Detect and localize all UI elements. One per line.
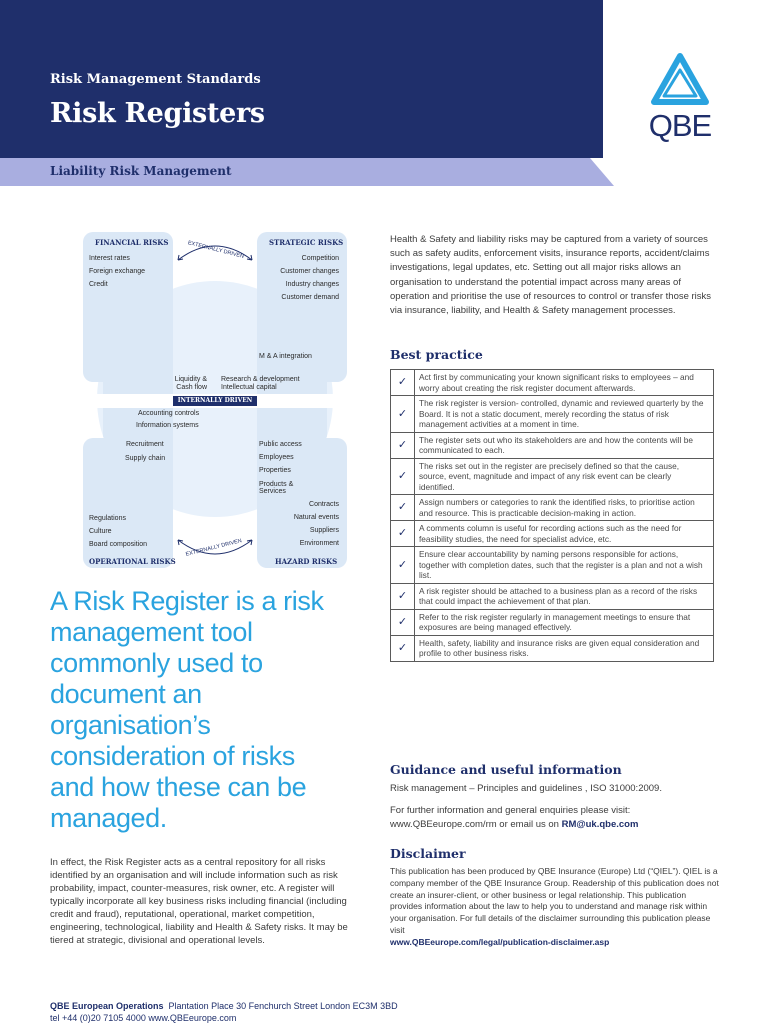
disclaimer-link[interactable]: www.QBEeurope.com/legal/publication-disclaimer.asp — [390, 936, 610, 947]
hazard-inner-item: Services — [259, 488, 286, 495]
best-practice-table — [390, 369, 714, 662]
hazard-inner-item: Products & — [259, 481, 294, 488]
strategic-risks-heading: STRATEGIC RISKS — [269, 238, 344, 247]
financial-item: Credit — [89, 281, 108, 288]
hazard-inner-item: Employees — [259, 454, 294, 461]
hazard-outer-item: Contracts — [309, 501, 339, 508]
check-icon: ✓ — [391, 609, 415, 635]
hazard-inner-item: Public access — [259, 441, 302, 448]
operational-item: Regulations — [89, 515, 126, 522]
strategic-item: Customer demand — [281, 294, 339, 301]
footer — [50, 1000, 398, 1024]
risk-diagram — [83, 228, 347, 570]
research-label: Research & development — [221, 376, 300, 383]
hazard-outer-item: Environment — [299, 540, 339, 547]
best-practice-text: Health, safety, liability and insurance risks are given equal consideration and profile to other business risks. — [415, 635, 714, 661]
pull-quote: A Risk Register is a risk management tool commonly used to document an organisation’s consideration of risks and how these can be managed. — [50, 586, 324, 833]
best-practice-row — [391, 396, 714, 433]
hazard-inner-item: Properties — [259, 467, 291, 474]
best-practice-row — [391, 432, 714, 458]
footer-line-1 — [50, 1000, 398, 1012]
ma-integration-label: M & A integration — [259, 353, 312, 360]
best-practice-row — [391, 609, 714, 635]
operational-item: Culture — [89, 528, 112, 535]
operational-item: Board composition — [89, 541, 147, 548]
externally-driven-bottom: EXTERNALLY DRIVEN — [185, 538, 243, 558]
check-icon: ✓ — [391, 370, 415, 396]
check-icon: ✓ — [391, 396, 415, 433]
guidance-link[interactable]: www.QBEeurope.com/rm or email us on — [390, 819, 562, 830]
header-subtitle: Risk Management Standards — [50, 72, 261, 87]
guidance-text — [390, 782, 720, 832]
best-practice-row — [391, 370, 714, 396]
best-practice-text: The risks set out in the register are precisely defined so that the cause, source, event, magnitude and impact of any risk event can be clearly identified. — [415, 458, 714, 495]
hazard-outer-item: Natural events — [293, 514, 339, 521]
best-practice-row — [391, 635, 714, 661]
qbe-logo-text: QBE — [648, 108, 712, 143]
internally-driven-label: INTERNALLY DRIVEN — [173, 396, 257, 406]
best-practice-text: Assign numbers or categories to rank the identified risks, to prioritise action and resource. This is practicable decision-making in action. — [415, 495, 714, 521]
intro-paragraph: In effect, the Risk Register acts as a central repository for all risks identified by an organisation and will include information such as risk probability, impact, counter-measures, risk owner, etc. A register will typically incorporate all key business risks including financial (including credit and fraud), reputational, operational, market competition, engineering, technological, liability and Health & Safety risks. It may be tiered at strategic, divisional and operational levels. — [50, 857, 348, 946]
externally-driven-top: EXTERNALLY DRIVEN — [187, 240, 245, 260]
best-practice-row — [391, 547, 714, 584]
footer-org: QBE European Operations — [50, 1001, 164, 1011]
best-practice-text: The risk register is version- controlled, dynamic and reviewed quarterly by the Board. It is not a static document, merely recording the status of risk management activities at a moment in time. — [415, 396, 714, 433]
guidance-line-2: For further information and general enquiries please visit: — [390, 805, 631, 816]
accounting-label: Accounting controls — [138, 410, 200, 417]
guidance-line-3 — [390, 818, 720, 832]
best-practice-text: Ensure clear accountability by naming persons responsible for actions, together with completion dates, such that the register is a plan and not a wish list. — [415, 547, 714, 584]
financial-item: Foreign exchange — [89, 268, 146, 275]
best-practice-row — [391, 458, 714, 495]
footer-contact: tel +44 (0)20 7105 4000 www.QBEeurope.com — [50, 1013, 237, 1023]
intellectual-label: Intellectual capital — [221, 384, 277, 391]
check-icon: ✓ — [391, 521, 415, 547]
check-icon: ✓ — [391, 432, 415, 458]
liquidity-label: Liquidity & — [174, 376, 207, 383]
operational-risks-heading: OPERATIONAL RISKS — [89, 557, 176, 566]
best-practice-text: Act first by communicating your known significant risks to employees – and worry about creating the risk register document afterwards. — [415, 370, 714, 396]
check-icon: ✓ — [391, 583, 415, 609]
strategic-item: Customer changes — [280, 268, 339, 275]
recruitment-label: Recruitment — [126, 441, 164, 448]
strategic-item: Competition — [301, 255, 339, 262]
check-icon: ✓ — [391, 547, 415, 584]
disclaimer-text — [390, 866, 720, 949]
financial-risks-heading: FINANCIAL RISKS — [95, 238, 169, 247]
best-practice-text: The register sets out who its stakeholders are and how the contents will be communicated to each. — [415, 432, 714, 458]
strategic-item: Industry changes — [285, 281, 339, 288]
best-practice-text: A comments column is useful for recording actions such as the need for feasibility studies, the need for specialist advice, etc. — [415, 521, 714, 547]
best-practice-row — [391, 495, 714, 521]
check-icon: ✓ — [391, 458, 415, 495]
guidance-line-1: Risk management – Principles and guidelines , ISO 31000:2009. — [390, 783, 662, 794]
best-practice-row — [391, 583, 714, 609]
best-practice-text: A risk register should be attached to a business plan as a record of the risks that could impact the achievement of that plan. — [415, 583, 714, 609]
right-intro-paragraph: Health & Safety and liability risks may be captured from a variety of sources such as safety audits, enforcement visits, insurance reports, accident/claims investigations, legal updates, etc. Setting out all major risks allows an organisation to understand the potential impact across many areas of operation and prioritise the use of resources to control or transfer those risks via insurance, liability, and Health & Safety management processes. — [390, 234, 712, 317]
page-title: Risk Registers — [50, 98, 265, 129]
infosys-label: Information systems — [136, 422, 199, 429]
hazard-outer-item: Suppliers — [309, 527, 339, 534]
best-practice-text: Refer to the risk register regularly in management meetings to ensure that exposures are being managed effectively. — [415, 609, 714, 635]
hazard-risks-heading: HAZARD RISKS — [275, 557, 338, 566]
footer-address: Plantation Place 30 Fenchurch Street London EC3M 3BD — [168, 1001, 398, 1011]
supply-chain-label: Supply chain — [125, 455, 166, 462]
subheader-title: Liability Risk Management — [50, 164, 232, 178]
disclaimer-heading: Disclaimer — [390, 846, 466, 861]
email-link[interactable]: RM@uk.qbe.com — [561, 819, 639, 830]
best-practice-row — [391, 521, 714, 547]
guidance-heading: Guidance and useful information — [390, 762, 622, 777]
check-icon: ✓ — [391, 495, 415, 521]
cashflow-label: Cash flow — [176, 384, 207, 391]
disclaimer-body: This publication has been produced by QBE Insurance (Europe) Ltd (“QIEL”). QIEL is a company member of the QBE Insurance Group. Readership of this publication does not create an insurer-client, or other business or legal relationship. This publication provides information about the law to help you to understand and manage risk within your organisation. For full details of the disclaimer surrounding this publication please visit — [390, 866, 719, 935]
financial-item: Interest rates — [89, 255, 130, 262]
best-practice-heading: Best practice — [390, 347, 483, 362]
check-icon: ✓ — [391, 635, 415, 661]
